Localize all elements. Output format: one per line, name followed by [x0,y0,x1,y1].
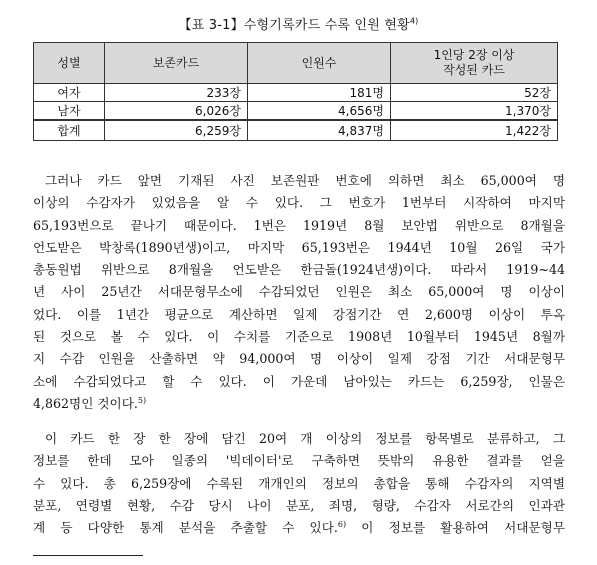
paragraph-line: 된 것으로 볼 수 있다. 이 수치를 기준으로 1908년 10월부터 1945년 8월까 [33,329,565,345]
table-header-row [34,43,558,84]
cell-persons: 181명 [248,84,391,102]
row-label: 남자 [34,102,105,121]
cell-multi-cards: 1,370장 [391,102,558,121]
header-multi-cards [391,43,558,84]
paragraph-line: 소에 수감되었다고 할 수 있다. 이 가운데 남아있는 카드는 6,259장, 인물은 [33,373,565,389]
paragraph-line: 었다. 이를 1년간 평균으로 계산하면 일제 강점기간 연 2,600명 이상이 투옥 [33,306,565,322]
paragraph-line: 분포, 연령별 현황, 수감 당시 나이 분포, 죄명, 형량, 수감자 서로간의 인과관 [33,497,565,513]
body-paragraph-1 [33,170,565,415]
paragraph-line-text: 4,862명인 것이다. [33,395,138,411]
cell-persons: 4,837명 [248,120,391,141]
cell-persons: 4,656명 [248,102,391,121]
paragraph-line-text: 계 등 다양한 통계 분석을 추출할 수 있다. [33,520,338,536]
body-paragraph-2 [33,428,565,539]
paragraph-line: 년 사이 25년간 서대문형무소에 수감되었던 인원은 최소 65,000여 명 이상이 [33,284,565,300]
paragraph-line: 그러나 카드 앞면 기재된 사진 보존원판 번호에 의하면 최소 65,000여 명 [45,173,565,188]
paragraph-line: 언도받은 박창록(1890년생)이고, 마지막 65,193번은 1944년 10월 26일 국가 [33,239,565,255]
caption-footnote-mark: 4) [409,16,419,26]
cell-multi-cards: 52장 [391,84,558,102]
table-caption [0,14,597,33]
paragraph-line: 지 수감 인원을 산출하면 약 94,000여 명 이상이 일제 강점 기간 서대문형무 [33,351,565,367]
paragraph-line: 65,193번으로 끝나기 때문이다. 1번은 1919년 8월 보안법 위반으로 8개월을 [33,217,565,233]
paragraph-line: 수 있다. 총 6,259장에 수록된 개개인의 정보의 총합을 통해 수감자의 지역별 [33,475,565,491]
table-row [34,102,558,121]
cell-kept-cards: 6,026장 [105,102,248,121]
footnote-mark: 6) [337,520,347,529]
cell-kept-cards: 6,259장 [105,120,248,141]
row-label: 합계 [34,120,105,141]
table-total-row [34,120,558,141]
header-gender: 성별 [34,43,105,84]
paragraph-line: 정보를 한데 모아 일종의 '빅데이터'로 구축하면 뜻밖의 유용한 결과를 얻을 [33,453,565,469]
cell-multi-cards: 1,422장 [391,120,558,141]
paragraph-line: 이 카드 한 장 한 장에 담긴 20여 개 이상의 정보를 항목별로 분류하고, 그 [45,431,565,446]
row-label: 여자 [34,84,105,102]
paragraph-last-line [33,393,565,415]
header-kept-cards: 보존카드 [105,43,248,84]
paragraph-line: 총동원법 위반으로 8개월을 언도받은 한금돌(1924년생)이다. 따라서 1919~44 [33,262,565,278]
paragraph-line-tail: 이 정보를 활용하여 서대문형무 [361,520,565,536]
paragraph-line: 이상의 수감자가 있었음을 알 수 있다. 그 번호가 1번부터 시작하여 마지막 [33,195,565,211]
stats-table [33,42,558,141]
cell-kept-cards: 233장 [105,84,248,102]
paragraph-last-line [33,517,565,539]
caption-text: 【표 3-1】수형기록카드 수록 인원 현황 [178,18,410,33]
header-multi-cards-line1: 1인당 2장 이상 [433,48,515,62]
header-persons: 인원수 [248,43,391,84]
footnote-divider [33,555,143,556]
footnote-mark: 5) [137,395,147,405]
header-multi-cards-line2: 작성된 카드 [443,63,505,77]
table-row [34,84,558,102]
